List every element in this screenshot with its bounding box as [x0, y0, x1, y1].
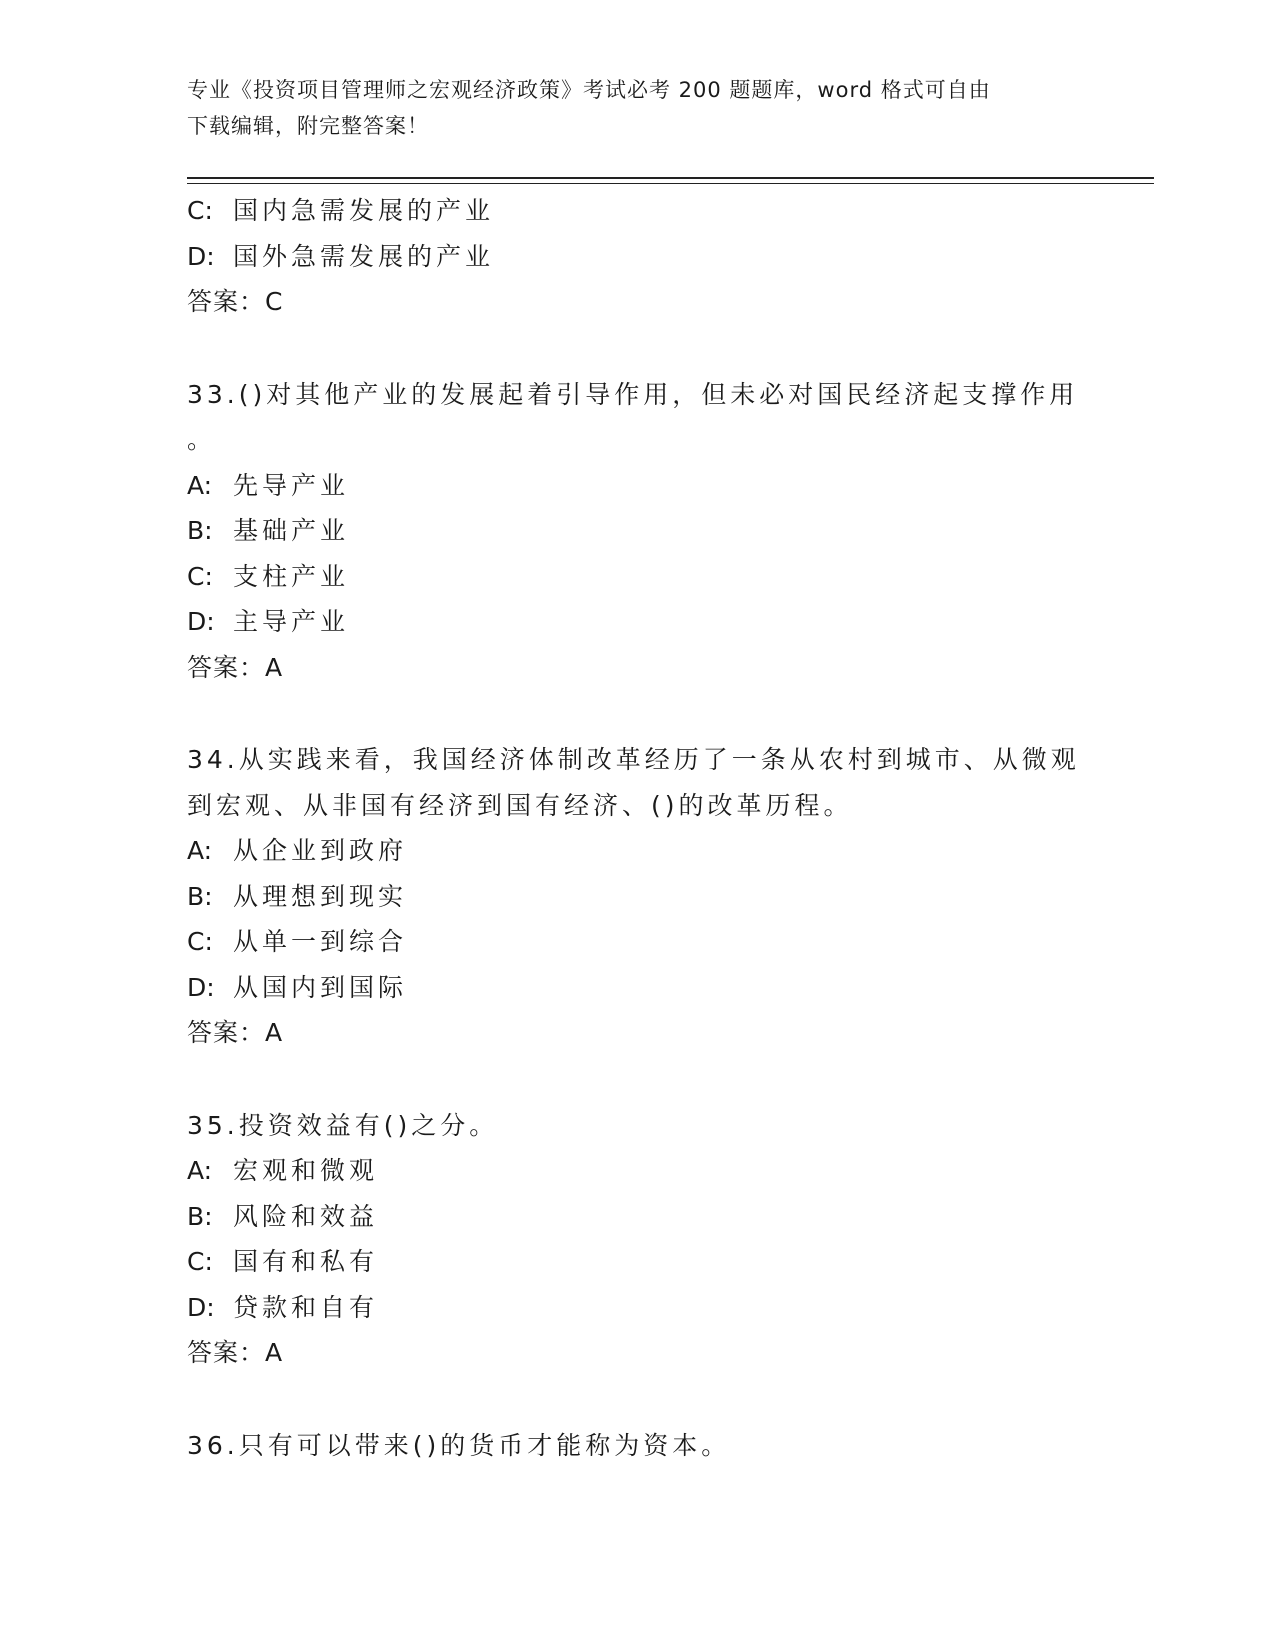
option-text: 先导产业 [233, 470, 350, 500]
option-text: 从国内到国际 [233, 972, 408, 1002]
option-letter: D: [187, 241, 215, 271]
option-text: 国外急需发展的产业 [233, 241, 495, 271]
option-letter: C: [187, 196, 213, 225]
option-b [187, 508, 1087, 554]
option-d [187, 965, 1087, 1011]
question-34 [187, 737, 1087, 1056]
question-32-tail [187, 188, 1087, 325]
option-text: 从企业到政府 [233, 836, 408, 865]
option-letter: D: [187, 607, 215, 636]
option-letter: D: [187, 972, 215, 1002]
option-a [187, 828, 1087, 874]
header-divider-thick [187, 177, 1154, 179]
option-d [187, 599, 1087, 645]
option-text: 基础产业 [233, 516, 350, 545]
option-text: 风险和效益 [233, 1201, 379, 1231]
option-letter: C: [187, 561, 213, 591]
document-header [187, 72, 1067, 144]
answer: 答案：C [187, 287, 284, 316]
question-text: 34.从实践来看，我国经济体制改革经历了一条从农村到城市、从微观 [187, 745, 1080, 774]
option-letter: A: [187, 470, 213, 500]
option-text: 贷款和自有 [233, 1292, 379, 1322]
option-b [187, 1194, 1087, 1240]
option-letter: C: [187, 927, 213, 956]
option-text: 国内急需发展的产业 [233, 196, 495, 225]
option-d [187, 234, 1087, 280]
option-letter: B: [187, 881, 213, 911]
option-text: 主导产业 [233, 607, 350, 636]
option-letter: A: [187, 1156, 213, 1185]
option-letter: B: [187, 516, 213, 545]
answer: 答案：A [187, 1338, 284, 1367]
question-text: 33.()对其他产业的发展起着引导作用，但未必对国民经济起支撑作用 [187, 379, 1079, 409]
option-letter: B: [187, 1201, 213, 1231]
option-a [187, 463, 1087, 509]
option-text: 宏观和微观 [233, 1156, 379, 1185]
header-line-1: 专业《投资项目管理师之宏观经济政策》考试必考 200 题题库，word 格式可自由 [187, 78, 991, 102]
option-d [187, 1285, 1087, 1331]
question-list [187, 188, 1087, 1468]
option-letter: D: [187, 1292, 215, 1322]
question-36 [187, 1423, 1087, 1469]
question-33 [187, 372, 1087, 691]
option-c [187, 554, 1087, 600]
option-letter: A: [187, 836, 213, 865]
option-c [187, 1239, 1087, 1285]
question-text: 36.只有可以带来()的货币才能称为资本。 [187, 1430, 731, 1460]
option-text: 从理想到现实 [233, 881, 408, 911]
question-text: 35.投资效益有()之分。 [187, 1110, 499, 1140]
option-a [187, 1148, 1087, 1194]
option-text: 国有和私有 [233, 1247, 379, 1276]
option-c [187, 919, 1087, 965]
question-text-cont: 到宏观、从非国有经济到国有经济、()的改革历程。 [187, 790, 853, 820]
option-text: 从单一到综合 [233, 927, 408, 956]
answer: 答案：A [187, 1018, 284, 1047]
header-line-2: 下载编辑，附完整答案！ [187, 114, 429, 138]
option-text: 支柱产业 [233, 561, 350, 591]
answer: 答案：A [187, 652, 284, 682]
option-b [187, 874, 1087, 920]
option-letter: C: [187, 1247, 213, 1276]
header-divider-thin [187, 183, 1154, 184]
question-text-cont: 。 [187, 425, 217, 454]
option-c [187, 188, 1087, 234]
question-35 [187, 1103, 1087, 1376]
